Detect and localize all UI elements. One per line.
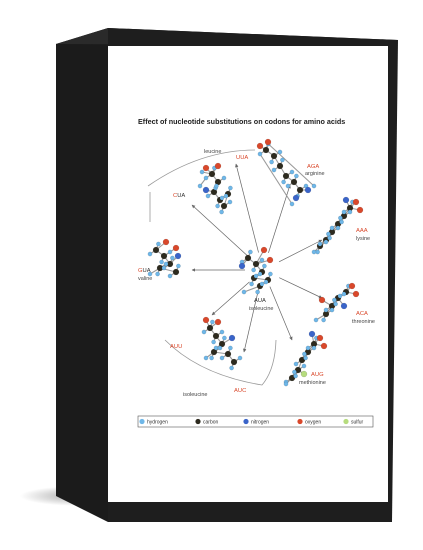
hydrogen-atom (210, 320, 214, 324)
carbon-atom (209, 171, 215, 177)
hydrogen-atom (282, 180, 286, 184)
nitrogen-atom (175, 253, 181, 259)
hydrogen-atom (348, 210, 352, 214)
oxygen-atom (215, 319, 221, 325)
hydrogen-atom (314, 318, 318, 322)
hydrogen-atom (294, 374, 298, 378)
hydrogen-legend-swatch (139, 419, 144, 424)
codon-gua: GUA (138, 268, 151, 274)
oxygen-atom (261, 247, 267, 253)
hydrogen-atom (200, 170, 204, 174)
hydrogen-atom (334, 302, 338, 306)
hydrogen-atom (222, 336, 226, 340)
codon-aca: ACA (356, 311, 368, 317)
hydrogen-atom (156, 242, 160, 246)
carbon-atom (225, 351, 231, 357)
oxygen-legend-swatch (297, 419, 302, 424)
codon-auc: AUC (234, 388, 247, 394)
hydrogen-atom (204, 356, 208, 360)
codon-auu: AUU (170, 344, 183, 350)
hydrogen-atom (330, 226, 334, 230)
carbon-atom (271, 153, 277, 159)
hydrogen-atom (284, 382, 288, 386)
codon-cua: CUA (173, 193, 186, 199)
hydrogen-atom (228, 200, 232, 204)
hydrogen-atom (220, 330, 224, 334)
hydrogen-atom (252, 268, 256, 272)
oxygen-atom (353, 291, 359, 297)
oxygen-atom (163, 239, 169, 245)
hydrogen-atom (210, 356, 214, 360)
hydrogen-atom (148, 252, 152, 256)
threonine-label: threonine (352, 319, 375, 325)
hydrogen-atom (290, 202, 294, 206)
legend (138, 416, 373, 427)
carbon-atom (253, 261, 259, 267)
hydrogen-atom (198, 184, 202, 188)
hydrogen-atom (260, 282, 264, 286)
hydrogen-atom (286, 184, 290, 188)
hydrogen-atom (222, 176, 226, 180)
hydrogen-atom (156, 272, 160, 276)
hydrogen-atom (256, 290, 260, 294)
sulfur-legend-label: sulfur (351, 419, 364, 426)
hydrogen-atom (258, 272, 262, 276)
hydrogen-atom (324, 240, 328, 244)
hydrogen-atom (306, 346, 310, 350)
hydrogen-atom (302, 352, 306, 356)
hydrogen-atom (338, 216, 342, 220)
hydrogen-legend-label: hydrogen (147, 419, 168, 426)
codon-uua: UUA (236, 155, 249, 161)
hydrogen-atom (326, 232, 330, 236)
hydrogen-atom (224, 194, 228, 198)
hydrogen-atom (164, 262, 168, 266)
carbon-atom (207, 325, 213, 331)
hydrogen-atom (272, 168, 276, 172)
hydrogen-atom (228, 186, 232, 190)
hydrogen-atom (338, 294, 342, 298)
hydrogen-atom (324, 308, 328, 312)
hydrogen-atom (318, 242, 322, 246)
hydrogen-atom (216, 204, 220, 208)
carbon-atom (161, 253, 167, 259)
diagram-title: Effect of nucleotide substitutions on codons for amino acids (138, 117, 346, 126)
hydrogen-atom (258, 152, 262, 156)
hydrogen-atom (248, 250, 252, 254)
oxygen-atom (319, 297, 325, 303)
hydrogen-atom (312, 250, 316, 254)
frame-side (56, 28, 108, 522)
hydrogen-atom (202, 330, 206, 334)
carbon-atom (173, 269, 179, 275)
carbon-atom (231, 359, 237, 365)
nitrogen-atom (341, 303, 347, 309)
carbon-atom (297, 187, 303, 193)
hydrogen-atom (304, 356, 308, 360)
sulfur-atom (301, 371, 307, 377)
leucine-group-label: leucine (204, 149, 222, 155)
hydrogen-atom (250, 282, 254, 286)
nitrogen-atom (293, 195, 299, 201)
carbon-atom (277, 163, 283, 169)
hydrogen-atom (340, 220, 344, 224)
oxygen-legend-label: oxygen (305, 419, 322, 426)
carbon-atom (291, 179, 297, 185)
hydrogen-atom (294, 362, 298, 366)
carbon-atom (283, 173, 289, 179)
hydrogen-atom (228, 346, 232, 350)
nitrogen-legend-label: nitrogen (251, 419, 270, 426)
nitrogen-atom (239, 263, 245, 269)
hydrogen-atom (220, 210, 224, 214)
hydrogen-atom (254, 274, 258, 278)
hydrogen-atom (204, 176, 208, 180)
center-codon: AUA (254, 298, 266, 304)
oxygen-atom (203, 165, 209, 171)
oxygen-atom (349, 283, 355, 289)
oxygen-atom (215, 163, 221, 169)
hydrogen-atom (168, 274, 172, 278)
isoleucine-group-label: isoleucine (183, 392, 208, 398)
hydrogen-atom (218, 346, 222, 350)
carbon-atom (153, 247, 159, 253)
hydrogen-atom (312, 346, 316, 350)
nitrogen-legend-swatch (243, 419, 248, 424)
hydrogen-atom (262, 264, 266, 268)
hydrogen-atom (220, 196, 224, 200)
codon-aug: AUG (311, 372, 324, 378)
hydrogen-atom (268, 272, 272, 276)
oxygen-atom (257, 143, 263, 149)
oxygen-atom (353, 199, 359, 205)
carbon-legend-swatch (195, 419, 200, 424)
nitrogen-atom (343, 197, 349, 203)
codon-aga: AGA (307, 164, 320, 170)
nitrogen-atom (203, 187, 209, 193)
hydrogen-atom (292, 370, 296, 374)
hydrogen-atom (328, 236, 332, 240)
carbon-legend-label: carbon (203, 419, 219, 426)
hydrogen-atom (170, 256, 174, 260)
valine-label: valine (138, 276, 153, 282)
hydrogen-atom (280, 158, 284, 162)
hydrogen-atom (176, 264, 180, 268)
hydrogen-atom (238, 356, 242, 360)
hydrogen-atom (230, 366, 234, 370)
hydrogen-atom (270, 160, 274, 164)
carbon-atom (263, 147, 269, 153)
hydrogen-atom (322, 318, 326, 322)
carbon-atom (221, 203, 227, 209)
hydrogen-atom (160, 260, 164, 264)
carbon-atom (245, 255, 251, 261)
hydrogen-atom (214, 346, 218, 350)
hydrogen-atom (260, 258, 264, 262)
hydrogen-atom (290, 170, 294, 174)
oxygen-atom (317, 335, 323, 341)
nitrogen-atom (229, 335, 235, 341)
hydrogen-atom (220, 356, 224, 360)
hydrogen-atom (342, 210, 346, 214)
hydrogen-atom (212, 340, 216, 344)
center-amino-acid: isoleucine (249, 306, 274, 312)
hydrogen-atom (214, 184, 218, 188)
nitrogen-atom (305, 187, 311, 193)
oxygen-atom (265, 139, 271, 145)
sulfur-legend-swatch (343, 419, 348, 424)
oxygen-atom (203, 317, 209, 323)
hydrogen-atom (330, 308, 334, 312)
nitrogen-atom (309, 331, 315, 337)
oxygen-atom (267, 257, 273, 263)
hydrogen-atom (332, 298, 336, 302)
oxygen-atom (173, 245, 179, 251)
hydrogen-atom (336, 226, 340, 230)
lysine-label: lysine (356, 236, 371, 242)
hydrogen-atom (302, 364, 306, 368)
arginine-label: arginine (305, 171, 325, 177)
codon-aaa: AAA (356, 228, 368, 234)
oxygen-atom (321, 343, 327, 349)
hydrogen-atom (242, 290, 246, 294)
hydrogen-atom (278, 150, 282, 154)
hydrogen-atom (168, 250, 172, 254)
hydrogen-atom (206, 194, 210, 198)
hydrogen-atom (312, 184, 316, 188)
oxygen-atom (357, 207, 363, 213)
hydrogen-atom (294, 174, 298, 178)
hydrogen-atom (162, 266, 166, 270)
carbon-atom (213, 333, 219, 339)
hydrogen-atom (264, 280, 268, 284)
hydrogen-atom (342, 292, 346, 296)
methionine-label: methionine (299, 380, 326, 386)
